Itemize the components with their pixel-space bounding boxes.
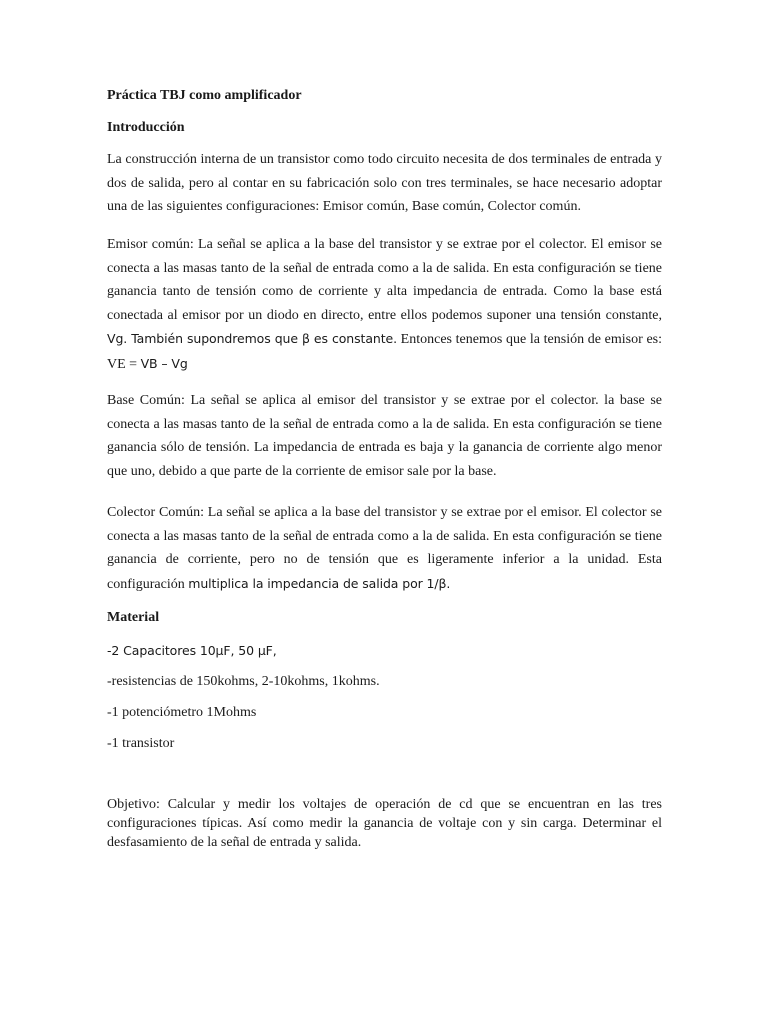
emisor-comun-text: Emisor común: La señal se aplica a la base del transistor y se extrae por el colector. El emisor se conecta a las masas tanto de la señal de entrada como a la de salida. En esta configuración se tiene ganancia tanto de tensión como de corriente y alta impedancia de entrada. Como la base está conectada al emisor por un diodo en directo, entre ellos podemos suponer una tensión constante,	[107, 237, 662, 323]
objetivo-paragraph: Objetivo: Calcular y medir los voltajes de operación de cd que se encuentran en las tres configuraciones típicas. Así como medir la ganancia de voltaje con y sin carga. Determinar el desfasamiento de la señal de entrada y salida.	[107, 797, 662, 850]
emisor-comun-formula: VB – Vg	[140, 355, 188, 371]
introduction-paragraph: La construcción interna de un transistor como todo circuito necesita de dos terminales de entrada y dos de salida, pero al contar en su fabricación solo con tres terminales, se hace necesario adoptar una de las siguientes configuraciones: Emisor común, Base común, Colector común.	[107, 152, 662, 215]
colector-comun-impedance-text: multiplica la impedancia de salida por 1/β.	[188, 575, 451, 591]
emisor-comun-paragraph	[107, 233, 662, 377]
introduction-heading: Introducción	[107, 120, 185, 135]
emisor-comun-vg-text: Vg. También supondremos que β es constante.	[107, 331, 397, 347]
material-heading: Material	[107, 610, 160, 625]
material-item-potenciometro: -1 potenciómetro 1Mohms	[107, 705, 257, 720]
colector-comun-text: Colector Común: La señal se aplica a la base del transistor y se extrae por el emisor. El colector se conecta a las masas tanto de la señal de entrada como a la de salida. En esta configuración se tiene ganancia de corriente, pero no de tensión que es ligeramente inferior a la unidad. Esta configuración	[107, 505, 662, 592]
colector-comun-paragraph	[107, 501, 662, 596]
base-comun-paragraph: Base Común: La señal se aplica al emisor del transistor y se extrae por el colector. la base se conecta a las masas tanto de la señal de entrada como a la de salida. En esta configuración se tiene ganancia sólo de tensión. La impedancia de entrada es baja y la ganancia de corriente algo menor que uno, debido a que parte de la corriente de emisor sale por la base.	[107, 393, 662, 479]
material-item-transistor: -1 transistor	[107, 736, 175, 751]
document-title: Práctica TBJ como amplificador	[107, 88, 302, 103]
material-item-resistencias: -resistencias de 150kohms, 2-10kohms, 1kohms.	[107, 674, 380, 689]
material-item-capacitores: -2 Capacitores 10μF, 50 μF,	[107, 643, 277, 658]
emisor-comun-ve-text: Entonces tenemos que la tensión de emisor es: VE =	[107, 332, 662, 372]
